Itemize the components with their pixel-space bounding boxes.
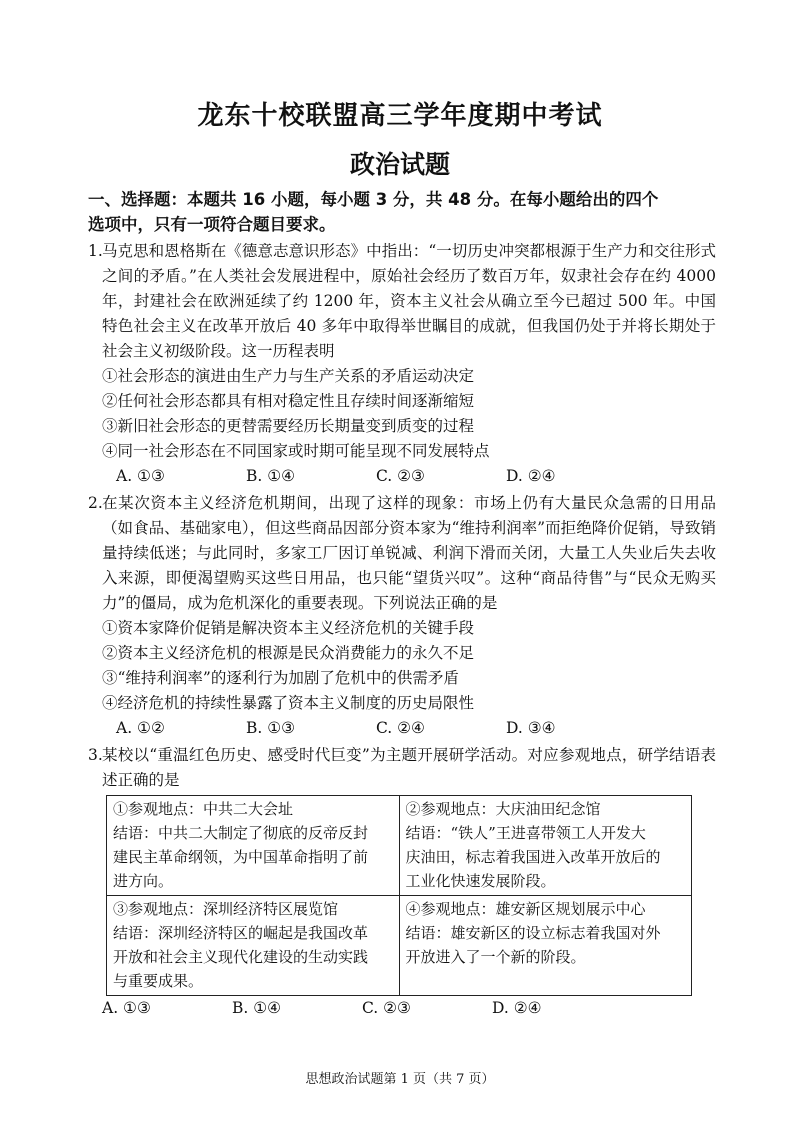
question-number: 3. — [88, 746, 103, 764]
question-3 — [88, 743, 716, 1021]
option-b: B. ①③ — [246, 719, 296, 737]
cell-line: ③参观地点：深圳经济特区展览馆 — [113, 900, 339, 918]
statement-list — [102, 616, 716, 716]
table-cell — [107, 796, 400, 896]
cell-line: ④参观地点：雄安新区规划展示中心 — [405, 900, 646, 918]
cell-line: ①参观地点：中共二大会址 — [113, 800, 294, 818]
option-c: C. ②④ — [376, 719, 425, 737]
table-row — [107, 796, 692, 896]
option-d: D. ③④ — [506, 719, 556, 737]
cell-line: 开放进入了一个新的阶段。 — [405, 948, 586, 966]
question-2 — [88, 491, 716, 741]
cell-line: 结语：中共二大制定了彻底的反帝反封 — [113, 824, 369, 842]
answer-options — [88, 996, 716, 1021]
question-stem: 某校以“重温红色历史、感受时代巨变”为主题开展研学活动。对应参观地点，研学结语表述正确的是 — [102, 746, 716, 789]
cell-line: ②参观地点：大庆油田纪念馆 — [405, 800, 601, 818]
cell-line: 进方向。 — [113, 872, 174, 890]
statement: ②资本主义经济危机的根源是民众消费能力的永久不足 — [102, 644, 475, 662]
option-d: D. ②④ — [506, 467, 556, 485]
option-a: A. ①③ — [116, 467, 165, 485]
table-cell — [107, 896, 400, 996]
question-stem: 马克思和恩格斯在《德意志意识形态》中指出：“一切历史冲突都根源于生产力和交往形式之间的矛盾。”在人类社会发展进程中，原始社会经历了数百万年，奴隶社会存在约 4000 年，封建社会在欧洲延续了约 1200 年，资本主义社会从确立至今已超过 500 年。中国特色社会主义在改革开放后 40 多年中取得举世瞩目的成就，但我国仍处于并将长期处于社会主义初级阶段。这一历程表明 — [102, 242, 716, 360]
cell-line: 与重要成果。 — [113, 972, 204, 990]
exam-subtitle: 政治试题 — [349, 150, 450, 179]
statement: ④同一社会形态在不同国家或时期可能呈现不同发展特点 — [102, 442, 490, 460]
table-row — [107, 896, 692, 996]
option-c: C. ②③ — [376, 467, 425, 485]
statement: ①资本家降价促销是解决资本主义经济危机的关键手段 — [102, 619, 475, 637]
cell-line: 结语：雄安新区的设立标志着我国对外 — [405, 924, 661, 942]
section-heading — [88, 187, 716, 237]
statement-list — [102, 364, 716, 464]
cell-line: 开放和社会主义现代化建设的生动实践 — [113, 948, 369, 966]
option-c: C. ②③ — [362, 999, 411, 1017]
site-table — [106, 795, 692, 996]
question-stem: 在某次资本主义经济危机期间，出现了这样的现象：市场上仍有大量民众急需的日用品（如食品、基础家电），但这些商品因部分资本家为“维持利润率”而拒绝降价促销，导致销量持续低迷；与此同时，多家工厂因订单锐减、利润下滑而关闭，大量工人失业后失去收入来源，即便渴望购买这些日用品，也只能“望货兴叹”。这种“商品待售”与“民众无购买力”的僵局，成为危机深化的重要表现。下列说法正确的是 — [102, 494, 716, 612]
exam-content — [88, 187, 716, 1023]
option-a: A. ①③ — [102, 999, 151, 1017]
statement: ②任何社会形态都具有相对稳定性且存续时间逐渐缩短 — [102, 392, 475, 410]
section-heading-line: 一、选择题：本题共 16 小题，每小题 3 分，共 48 分。在每小题给出的四个 — [88, 190, 659, 209]
exam-title: 龙东十校联盟高三学年度期中考试 — [197, 101, 603, 131]
cell-line: 结语：深圳经济特区的崛起是我国改革 — [113, 924, 369, 942]
option-b: B. ①④ — [232, 999, 282, 1017]
cell-line: 工业化快速发展阶段。 — [405, 872, 556, 890]
table-cell — [399, 796, 692, 896]
question-number: 2. — [88, 494, 103, 512]
section-heading-line: 选项中，只有一项符合题目要求。 — [88, 215, 336, 234]
statement: ③“维持利润率”的逐利行为加剧了危机中的供需矛盾 — [102, 669, 459, 687]
table-cell — [399, 896, 692, 996]
answer-options — [102, 464, 716, 489]
question-number: 1. — [88, 242, 103, 260]
cell-line: 庆油田，标志着我国进入改革开放后的 — [405, 848, 661, 866]
cell-line: 建民主革命纲领，为中国革命指明了前 — [113, 848, 369, 866]
statement: ③新旧社会形态的更替需要经历长期量变到质变的过程 — [102, 417, 475, 435]
page-footer: 思想政治试题第 1 页（共 7 页） — [305, 1072, 495, 1087]
statement: ④经济危机的持续性暴露了资本主义制度的历史局限性 — [102, 694, 475, 712]
option-d: D. ②④ — [492, 999, 542, 1017]
option-a: A. ①② — [116, 719, 165, 737]
question-1 — [88, 239, 716, 489]
answer-options — [102, 716, 716, 741]
statement: ①社会形态的演进由生产力与生产关系的矛盾运动决定 — [102, 367, 475, 385]
option-b: B. ①④ — [246, 467, 296, 485]
cell-line: 结语：“铁人”王进喜带领工人开发大 — [405, 824, 646, 842]
